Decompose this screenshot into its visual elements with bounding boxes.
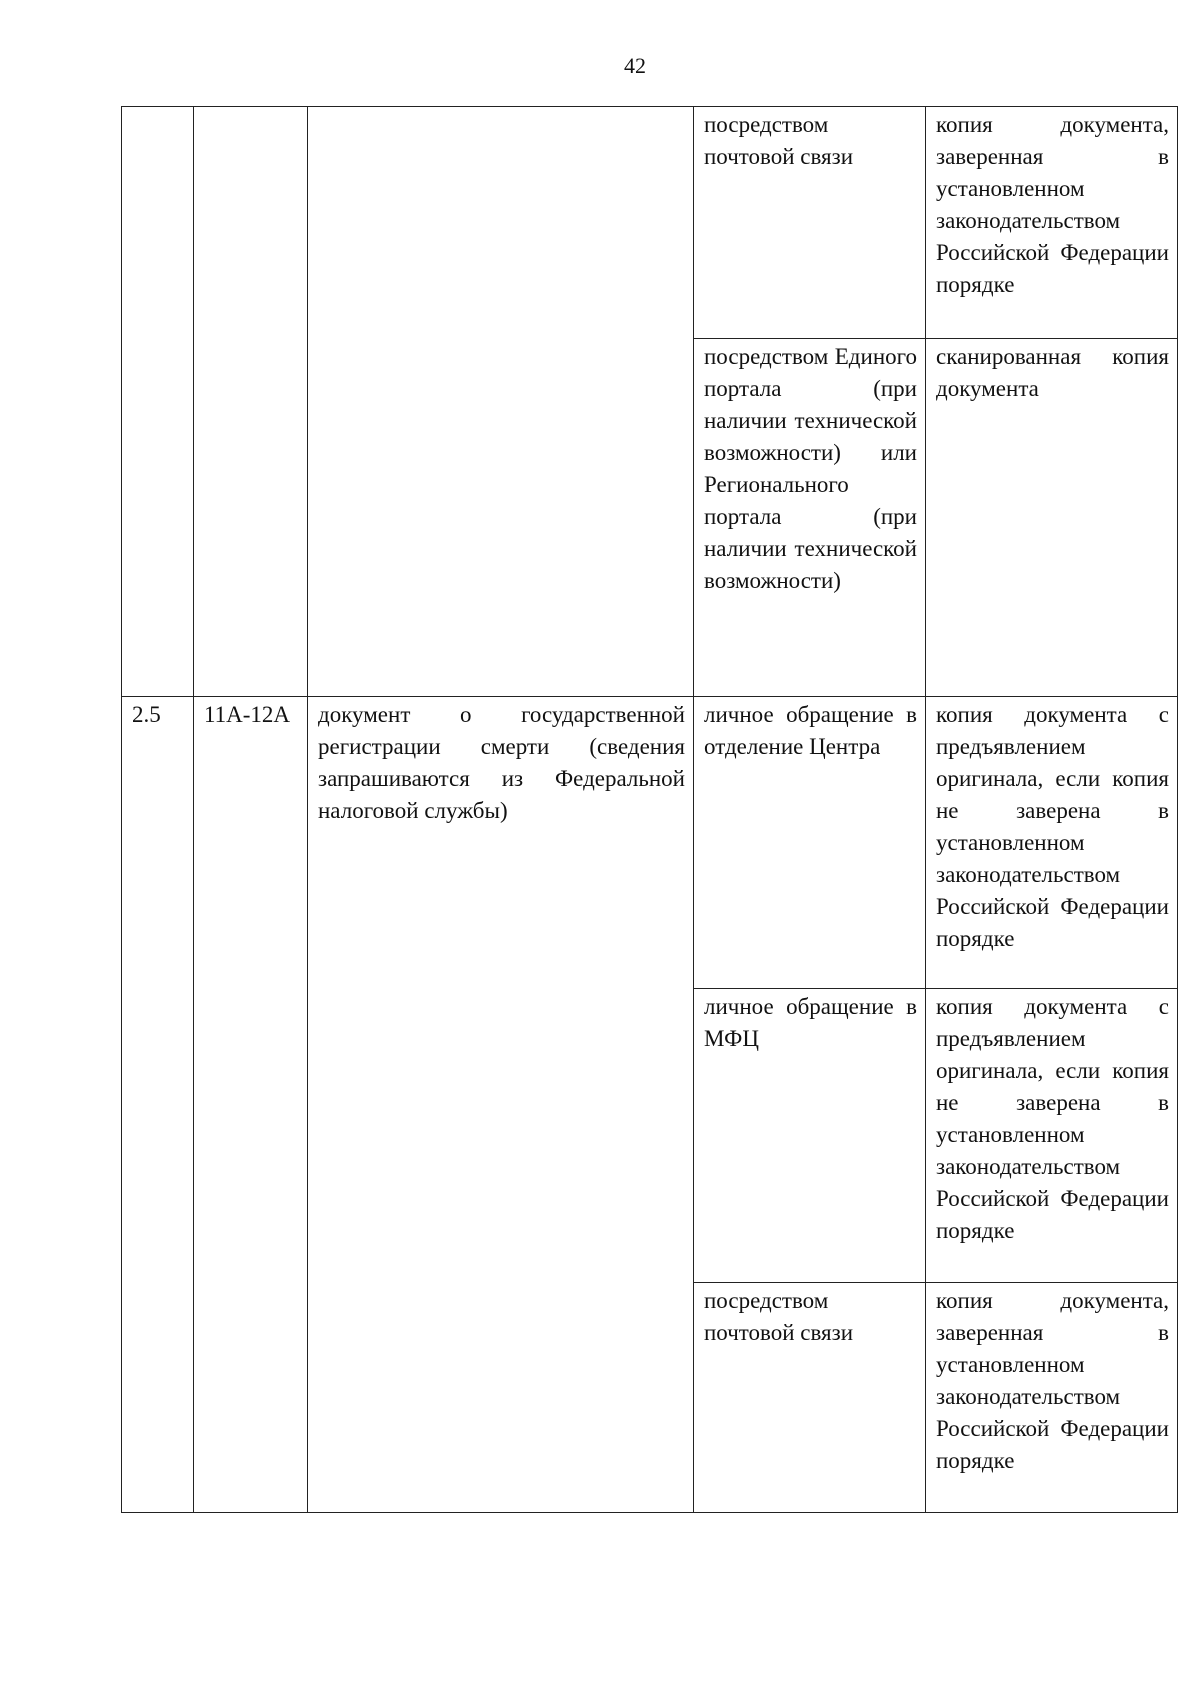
submission-method-cell xyxy=(694,1283,926,1513)
item-code: 11А-12А xyxy=(204,702,291,727)
submission-method: посредством Единого портала (при наличии технической возможности) или Регионального портала (при наличии технической возможности) xyxy=(704,344,917,593)
document-form-cell xyxy=(926,107,1178,339)
document-form-cell xyxy=(926,989,1178,1283)
submission-method-cell xyxy=(694,107,926,339)
submission-method: личное обращение в МФЦ xyxy=(704,994,917,1051)
submission-method: посредством почтовой связи xyxy=(704,112,854,169)
page-number: 42 xyxy=(624,53,646,78)
document-form-cell xyxy=(926,1283,1178,1513)
table-row xyxy=(122,107,1178,339)
item-number-cell-empty xyxy=(122,107,194,697)
document-form-cell xyxy=(926,339,1178,697)
submission-method: посредством почтовой связи xyxy=(704,1288,854,1345)
document-form: копия документа, заверенная в установленном законодательством Российской Федерации порядке xyxy=(936,1288,1169,1473)
submission-method: личное обращение в отделение Центра xyxy=(704,702,917,759)
item-code-cell xyxy=(194,697,308,1513)
item-code-cell-empty xyxy=(194,107,308,697)
table-row xyxy=(122,697,1178,989)
document-form: копия документа, заверенная в установленном законодательством Российской Федерации порядке xyxy=(936,112,1169,297)
requirements-table xyxy=(121,106,1178,1513)
document-form: сканированная копия документа xyxy=(936,344,1169,401)
document-cell-empty xyxy=(308,107,694,697)
document-form: копия документа с предъявлением оригинала, если копия не заверена в установленном законодательством Российской Федерации порядке xyxy=(936,702,1169,951)
submission-method-cell xyxy=(694,339,926,697)
document-form-cell xyxy=(926,697,1178,989)
item-number: 2.5 xyxy=(132,702,161,727)
submission-method-cell xyxy=(694,697,926,989)
document-form: копия документа с предъявлением оригинала, если копия не заверена в установленном законодательством Российской Федерации порядке xyxy=(936,994,1169,1243)
document-name: документ о государственной регистрации смерти (сведения запрашиваются из Федеральной налоговой службы) xyxy=(318,702,685,823)
document-cell xyxy=(308,697,694,1513)
item-number-cell xyxy=(122,697,194,1513)
submission-method-cell xyxy=(694,989,926,1283)
